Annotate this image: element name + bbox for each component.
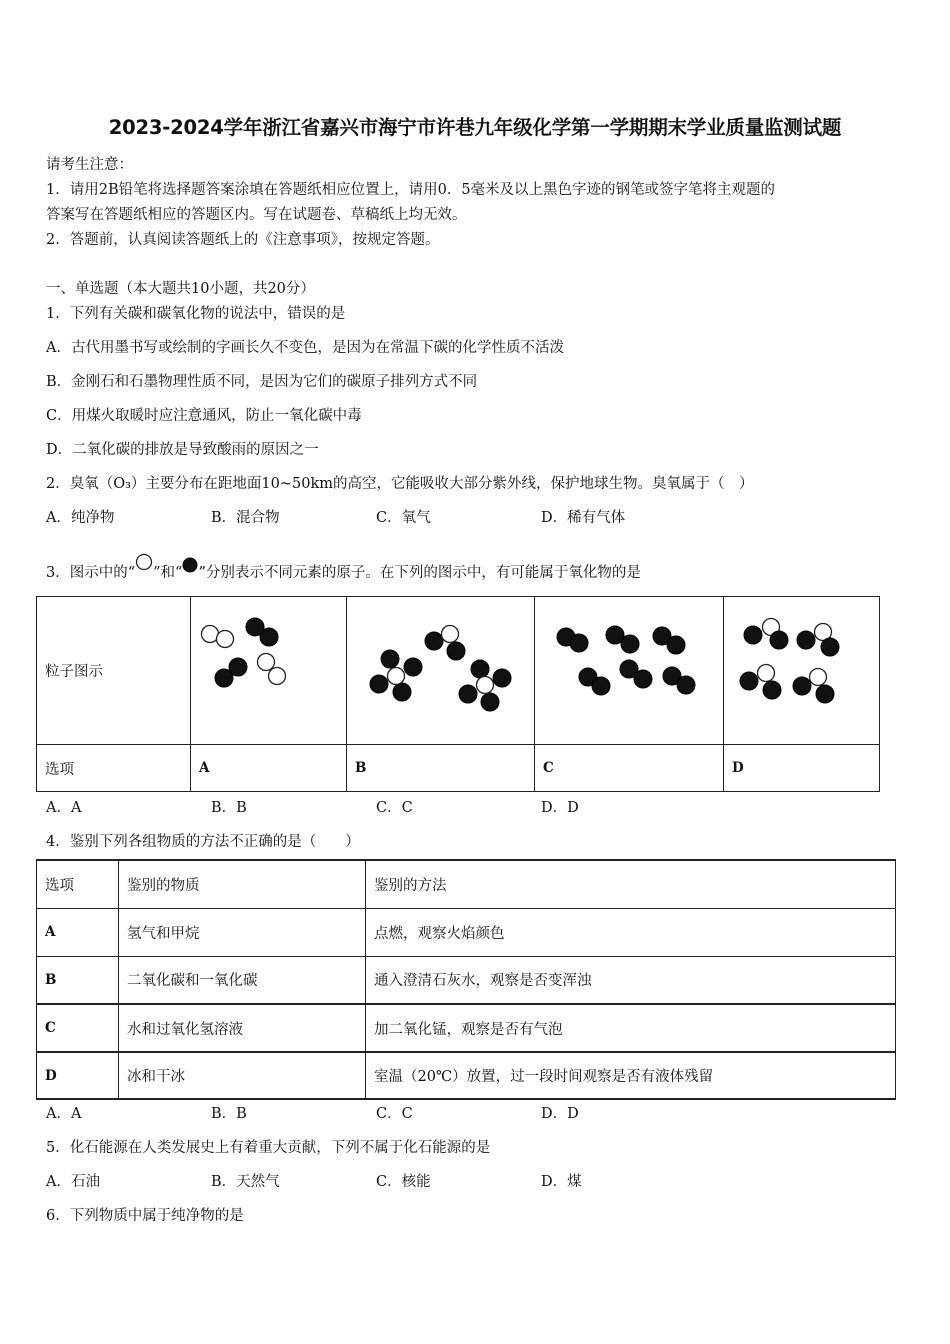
q2-option-b[interactable]: B．混合物 xyxy=(211,510,280,526)
white-atom-icon xyxy=(135,553,153,571)
atom xyxy=(477,677,494,694)
q4-option-d[interactable]: D．D xyxy=(541,1106,579,1122)
q4-row-c-option: C xyxy=(37,1004,119,1052)
atom xyxy=(493,669,511,687)
q2-stem: 2．臭氧（O₃）主要分布在距地面10~50km的高空，它能吸收大部分紫外线，保护地球生物。臭氧属于（ ） xyxy=(46,476,754,492)
notice-item-2: 2．答题前，认真阅读答题纸上的《注意事项》，按规定答题。 xyxy=(46,232,440,248)
q5-option-d[interactable]: D．煤 xyxy=(541,1174,582,1190)
atom xyxy=(797,631,815,649)
q3-stem-part-2: ”和“ xyxy=(153,565,183,581)
atom xyxy=(667,636,685,654)
atom xyxy=(442,626,459,643)
atom xyxy=(793,677,811,695)
notice-item-1-line-1: 1．请用2B铅笔将选择题答案涂填在答题纸相应位置上，请用0．5毫米及以上黑色字迹的钢笔或签字笔将主观题的 xyxy=(46,182,776,198)
q1-option-b[interactable]: B．金刚石和石墨物理性质不同，是因为它们的碳原子排列方式不同 xyxy=(46,374,478,390)
q3-option-d[interactable]: D．D xyxy=(541,800,579,816)
q4-row-c-method: 加二氧化锰，观察是否有气泡 xyxy=(366,1004,896,1052)
q4-header-option: 选项 xyxy=(37,860,119,908)
atom xyxy=(570,634,588,652)
q3-col-b: B xyxy=(347,745,535,792)
q3-stem-part-3: ”分别表示不同元素的原子。在下列的图示中，有可能属于氧化物的是 xyxy=(198,565,641,581)
atom xyxy=(217,631,234,648)
atom xyxy=(481,693,499,711)
q4-header-substances: 鉴别的物质 xyxy=(119,860,366,908)
q3-row-label-options: 选项 xyxy=(37,745,191,792)
table-row xyxy=(37,908,896,956)
atom xyxy=(740,672,758,690)
q1-option-c[interactable]: C．用煤火取暖时应注意通风，防止一氧化碳中毒 xyxy=(46,408,362,424)
section-heading: 一、单选题（本大题共10小题，共20分） xyxy=(46,281,315,297)
q6-stem: 6．下列物质中属于纯净物的是 xyxy=(46,1208,244,1224)
q4-row-c-substances: 水和过氧化氢溶液 xyxy=(119,1004,366,1052)
q5-stem: 5．化石能源在人类发展史上有着重大贡献，下列不属于化石能源的是 xyxy=(46,1140,491,1156)
particle-diagram-b xyxy=(347,597,534,744)
q4-table xyxy=(36,859,896,1100)
q5-option-a[interactable]: A．石油 xyxy=(46,1174,100,1190)
q2-option-d[interactable]: D．稀有气体 xyxy=(541,510,626,526)
q4-row-a-option: A xyxy=(37,908,119,956)
q3-diagram-a xyxy=(191,597,347,745)
atom xyxy=(459,685,477,703)
q2-option-a[interactable]: A．纯净物 xyxy=(46,510,115,526)
q4-row-d-option: D xyxy=(37,1052,119,1099)
q4-option-a[interactable]: A．A xyxy=(46,1106,82,1122)
q1-option-a[interactable]: A．古代用墨书写或绘制的字画长久不变色，是因为在常温下碳的化学性质不活泼 xyxy=(46,340,564,356)
q1-stem: 1．下列有关碳和碳氧化物的说法中，错误的是 xyxy=(46,306,346,322)
atom xyxy=(810,669,827,686)
q4-option-b[interactable]: B．B xyxy=(211,1106,247,1122)
q3-row-label-particles: 粒子图示 xyxy=(37,597,191,745)
q5-option-b[interactable]: B．天然气 xyxy=(211,1174,280,1190)
q4-row-a-method: 点燃，观察火焰颜色 xyxy=(366,908,896,956)
table-row xyxy=(37,1052,896,1099)
q3-diagram-d xyxy=(724,597,880,745)
q3-col-a: A xyxy=(191,745,347,792)
q4-header-method: 鉴别的方法 xyxy=(366,860,896,908)
atom xyxy=(260,628,278,646)
particle-diagram-c xyxy=(535,597,723,744)
q4-stem: 4．鉴别下列各组物质的方法不正确的是（ ） xyxy=(46,834,360,850)
q3-option-a[interactable]: A．A xyxy=(46,800,82,816)
q1-option-d[interactable]: D．二氧化碳的排放是导致酸雨的原因之一 xyxy=(46,442,319,458)
q5-option-c[interactable]: C．核能 xyxy=(376,1174,431,1190)
q4-row-b-method: 通入澄清石灰水，观察是否变浑浊 xyxy=(366,956,896,1004)
atom xyxy=(393,683,411,701)
q4-row-d-method: 室温（20℃）放置，过一段时间观察是否有液体残留 xyxy=(366,1052,896,1099)
black-atom-icon xyxy=(182,557,198,573)
q3-option-c[interactable]: C．C xyxy=(376,800,413,816)
q4-row-d-substances: 冰和干冰 xyxy=(119,1052,366,1099)
atom xyxy=(258,654,275,671)
atom xyxy=(634,670,652,688)
atom xyxy=(425,632,443,650)
q3-col-d: D xyxy=(724,745,880,792)
particle-diagram-a xyxy=(191,597,346,744)
atom xyxy=(388,668,405,685)
atom xyxy=(370,675,388,693)
atom xyxy=(381,650,399,668)
atom xyxy=(404,658,422,676)
table-row xyxy=(37,1004,896,1052)
atom xyxy=(821,638,839,656)
notice-heading: 请考生注意： xyxy=(46,157,133,173)
particle-diagram-d xyxy=(724,597,879,744)
atom xyxy=(471,660,489,678)
notice-item-1-line-2: 答案写在答题纸相应的答题区内。写在试题卷、草稿纸上均无效。 xyxy=(46,207,467,223)
atom xyxy=(677,676,695,694)
q3-option-b[interactable]: B．B xyxy=(211,800,247,816)
q3-col-c: C xyxy=(535,745,724,792)
atom xyxy=(758,665,775,682)
atom xyxy=(770,631,788,649)
q4-option-c[interactable]: C．C xyxy=(376,1106,413,1122)
atom xyxy=(592,677,610,695)
atom xyxy=(763,681,781,699)
q2-option-c[interactable]: C．氧气 xyxy=(376,510,431,526)
q3-diagram-b xyxy=(347,597,535,745)
atom xyxy=(816,685,834,703)
q3-stem xyxy=(46,553,641,582)
table-row xyxy=(37,956,896,1004)
q3-particle-table xyxy=(36,596,880,792)
page-title: 2023-2024学年浙江省嘉兴市海宁市许巷九年级化学第一学期期末学业质量监测试题 xyxy=(108,116,842,139)
q4-row-b-substances: 二氧化碳和一氧化碳 xyxy=(119,956,366,1004)
q3-diagram-c xyxy=(535,597,724,745)
q4-row-b-option: B xyxy=(37,956,119,1004)
atom xyxy=(744,626,762,644)
q3-stem-part-1: 3．图示中的“ xyxy=(46,565,136,581)
atom xyxy=(215,669,233,687)
atom xyxy=(447,642,465,660)
atom xyxy=(621,635,639,653)
atom xyxy=(269,668,286,685)
q4-row-a-substances: 氢气和甲烷 xyxy=(119,908,366,956)
